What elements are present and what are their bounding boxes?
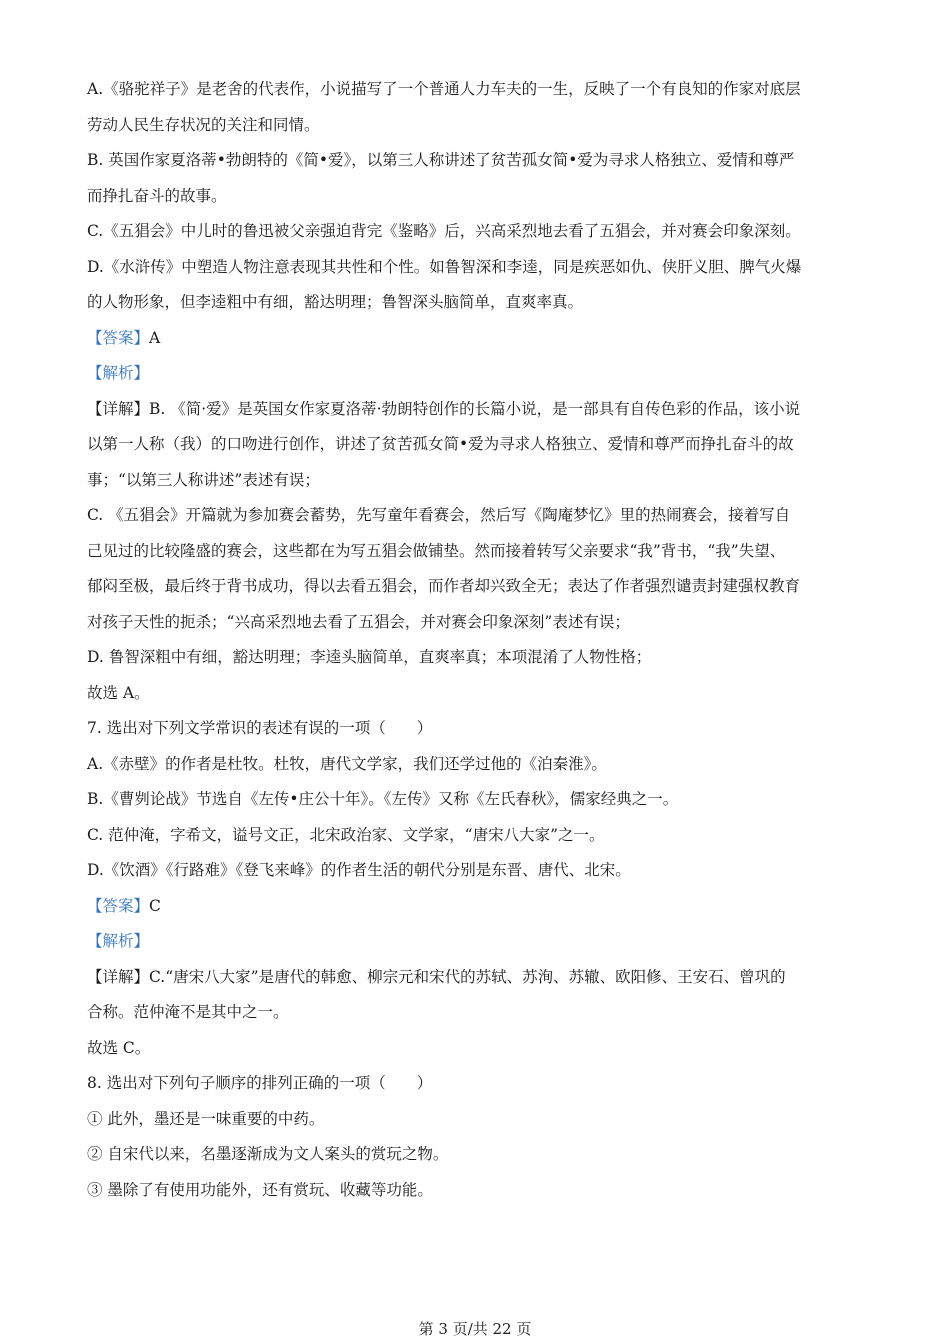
answer-value: A: [149, 328, 161, 347]
detail-line-4: C. 《五猖会》开篇就为参加赛会蓄势，先写童年看赛会，然后写《陶庵梦忆》里的热闹赛会，接着写自: [87, 506, 791, 524]
answer-line-7: [87, 889, 877, 925]
option-b-line-1: B. 英国作家夏洛蒂•勃朗特的《简•爱》，以第三人称讲述了贫苦孤女简•爱为寻求人格独立、爱情和尊严: [87, 151, 795, 169]
option-a-line-1: A.《骆驼祥子》是老舍的代表作，小说描写了一个普通人力车夫的一生，反映了一个有良知的作家对底层: [87, 80, 801, 98]
detail-line-6: 郁闷至极，最后终于背书成功，得以去看五猖会，而作者却兴致全无；表达了作者强烈谴责封建强权教育: [87, 577, 801, 595]
detail-line-1: 【详解】B. 《简·爱》是英国女作家夏洛蒂·勃朗特创作的长篇小说，是一部具有自传色彩的作品，该小说: [87, 399, 801, 418]
analysis-line-7: [87, 924, 877, 960]
q7-option-b: B.《曹刿论战》节选自《左传•庄公十年》。《左传》又称《左氏春秋》，儒家经典之一。: [87, 790, 679, 808]
detail-line-2: 以第一人称（我）的口吻进行创作，讲述了贫苦孤女简•爱为寻求人格独立、爱情和尊严而挣扎奋斗的故: [87, 435, 794, 453]
detail-line-5: 己见过的比较隆盛的赛会，这些都在为写五猖会做铺垫。然而接着转写父亲要求“我”背书，“我”失望、: [87, 541, 786, 560]
detail-line-8: D. 鲁智深粗中有细，豁达明理；李逵头脑简单，直爽率真；本项混淆了人物性格；: [87, 648, 652, 666]
q7-option-c: C. 范仲淹，字希文，谥号文正，北宋政治家、文学家，“唐宋八大家”之一。: [87, 825, 605, 844]
option-c-line: C.《五猖会》中儿时的鲁迅被父亲强迫背完《鉴略》后，兴高采烈地去看了五猖会，并对赛会印象深刻。: [87, 222, 801, 240]
document-body: [87, 72, 877, 1208]
analysis-tag: 【解析】: [87, 932, 150, 950]
question-7: 7. 选出对下列文学常识的表述有误的一项（ ）: [87, 719, 433, 737]
q8-sentence-1: ① 此外，墨还是一味重要的中药。: [87, 1109, 325, 1128]
q8-sentence-3: ③ 墨除了有使用功能外，还有赏玩、收藏等功能。: [87, 1180, 433, 1199]
option-b-line-2: 而挣扎奋斗的故事。: [87, 186, 227, 205]
option-d-line-1: D.《水浒传》中塑造人物注意表现其共性和个性。如鲁智深和李逵，同是疾恶如仇、侠肝义胆、脾气火爆: [87, 257, 802, 276]
q8-sentence-2: ② 自宋代以来，名墨逐渐成为文人案头的赏玩之物。: [87, 1145, 449, 1163]
analysis-tag: 【解析】: [87, 364, 150, 382]
option-a-line-2: 劳动人民生存状况的关注和同情。: [87, 115, 320, 134]
question-8: 8. 选出对下列句子顺序的排列正确的一项（ ）: [87, 1074, 433, 1092]
answer-value: C: [149, 896, 161, 915]
answer-line-6: [87, 321, 877, 357]
detail-line-7: 对孩子天性的扼杀；“兴高采烈地去看了五猖会，并对赛会印象深刻”表述有误；: [87, 612, 630, 631]
choice-line-6: 故选 A。: [87, 683, 150, 702]
page-footer: 第 3 页/共 22 页: [418, 1320, 532, 1338]
choice-line-7: 故选 C。: [87, 1038, 151, 1057]
detail-line-3: 事；“以第三人称讲述”表述有误；: [87, 470, 320, 489]
q7-option-a: A.《赤壁》的作者是杜牧。杜牧，唐代文学家，我们还学过他的《泊秦淮》。: [87, 754, 607, 773]
analysis-line-6: [87, 356, 877, 392]
q7-option-d: D.《饮酒》《行路难》《登飞来峰》的作者生活的朝代分别是东晋、唐代、北宋。: [87, 861, 631, 879]
q7-detail-line-2: 合称。范仲淹不是其中之一。: [87, 1003, 289, 1021]
option-d-line-2: 的人物形象，但李逵粗中有细，豁达明理；鲁智深头脑简单，直爽率真。: [87, 293, 584, 311]
answer-tag: 【答案】: [87, 328, 150, 347]
answer-tag: 【答案】: [87, 896, 150, 915]
q7-detail-line-1: 【详解】C.“唐宋八大家”是唐代的韩愈、柳宗元和宋代的苏轼、苏洵、苏辙、欧阳修、王安石、曾巩的: [87, 967, 786, 986]
